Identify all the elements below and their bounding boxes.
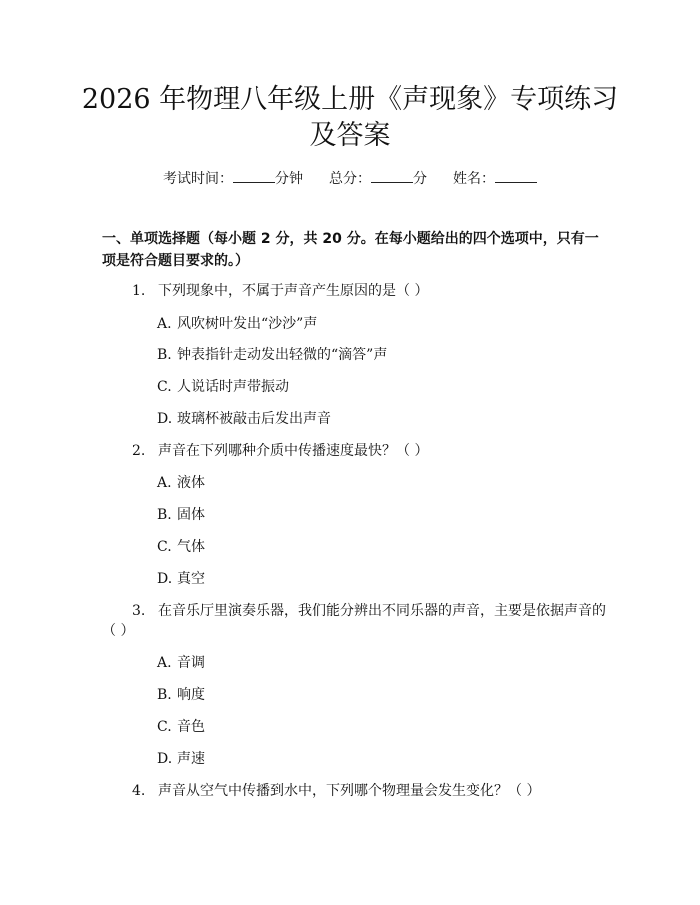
time-unit: 分钟 — [275, 171, 303, 187]
question-3-option-a — [157, 653, 597, 673]
option-text: 钟表指针走动发出轻微的“滴答”声 — [177, 347, 388, 363]
option-text: 人说话时声带振动 — [177, 379, 289, 395]
score-blank — [371, 168, 413, 183]
option-text: 固体 — [177, 507, 205, 523]
option-text: 液体 — [177, 475, 205, 491]
question-4 — [102, 781, 607, 802]
question-number: 1. — [132, 283, 146, 299]
question-2-option-a — [157, 473, 597, 493]
option-letter: B. — [157, 347, 172, 363]
question-3-option-b — [157, 685, 597, 705]
question-3-option-c — [157, 717, 597, 737]
option-letter: C. — [157, 539, 172, 555]
name-label: 姓名： — [453, 171, 495, 187]
question-1-option-a — [157, 314, 597, 334]
option-text: 音调 — [177, 655, 205, 671]
option-text: 音色 — [177, 719, 205, 735]
question-number: 2. — [132, 443, 146, 459]
option-letter: B. — [157, 507, 172, 523]
option-letter: D. — [157, 411, 173, 427]
option-letter: C. — [157, 719, 172, 735]
question-2-option-c — [157, 537, 597, 557]
question-2 — [102, 441, 607, 462]
option-text: 风吹树叶发出“沙沙”声 — [177, 316, 318, 332]
question-1-option-d — [157, 409, 597, 429]
score-unit: 分 — [413, 171, 427, 187]
question-text-line1: 在音乐厅里演奏乐器，我们能分辨出不同乐器的声音，主要是依据声音的 — [158, 603, 606, 619]
option-text: 声速 — [177, 751, 205, 767]
name-blank — [495, 168, 537, 183]
option-text: 真空 — [177, 571, 205, 587]
question-1 — [102, 281, 607, 302]
question-2-option-b — [157, 505, 597, 525]
question-2-option-d — [157, 569, 597, 589]
question-text: 声音在下列哪种介质中传播速度最快？（ ） — [158, 443, 429, 459]
page-title-line2: 及答案 — [309, 120, 391, 151]
page-title-line1: 2026 年物理八年级上册《声现象》专项练习 — [81, 84, 619, 115]
option-letter: D. — [157, 751, 173, 767]
option-letter: C. — [157, 379, 172, 395]
time-label: 考试时间： — [163, 171, 233, 187]
question-number: 3. — [132, 603, 146, 619]
section-heading-single-choice: 一、单项选择题（每小题 2 分，共 20 分。在每小题给出的四个选项中，只有一项是符合题目要求的。） — [102, 231, 599, 269]
option-text: 气体 — [177, 539, 205, 555]
option-text: 响度 — [177, 687, 205, 703]
question-3-option-d — [157, 749, 597, 769]
option-text: 玻璃杯被敲击后发出声音 — [177, 411, 331, 427]
question-3 — [102, 601, 607, 622]
option-letter: B. — [157, 687, 172, 703]
option-letter: D. — [157, 571, 173, 587]
question-1-option-c — [157, 377, 597, 397]
question-text: 声音从空气中传播到水中，下列哪个物理量会发生变化？（ ） — [158, 783, 541, 799]
question-3-continuation — [102, 621, 607, 642]
question-text: 下列现象中，不属于声音产生原因的是（ ） — [158, 283, 429, 299]
question-text-line2: （ ） — [102, 623, 135, 639]
question-number: 4. — [132, 783, 146, 799]
score-label: 总分： — [329, 171, 371, 187]
question-1-option-b — [157, 345, 597, 365]
option-letter: A. — [157, 655, 172, 671]
option-letter: A. — [157, 475, 172, 491]
exam-meta-row — [0, 168, 700, 189]
option-letter: A. — [157, 316, 172, 332]
time-blank — [233, 168, 275, 183]
